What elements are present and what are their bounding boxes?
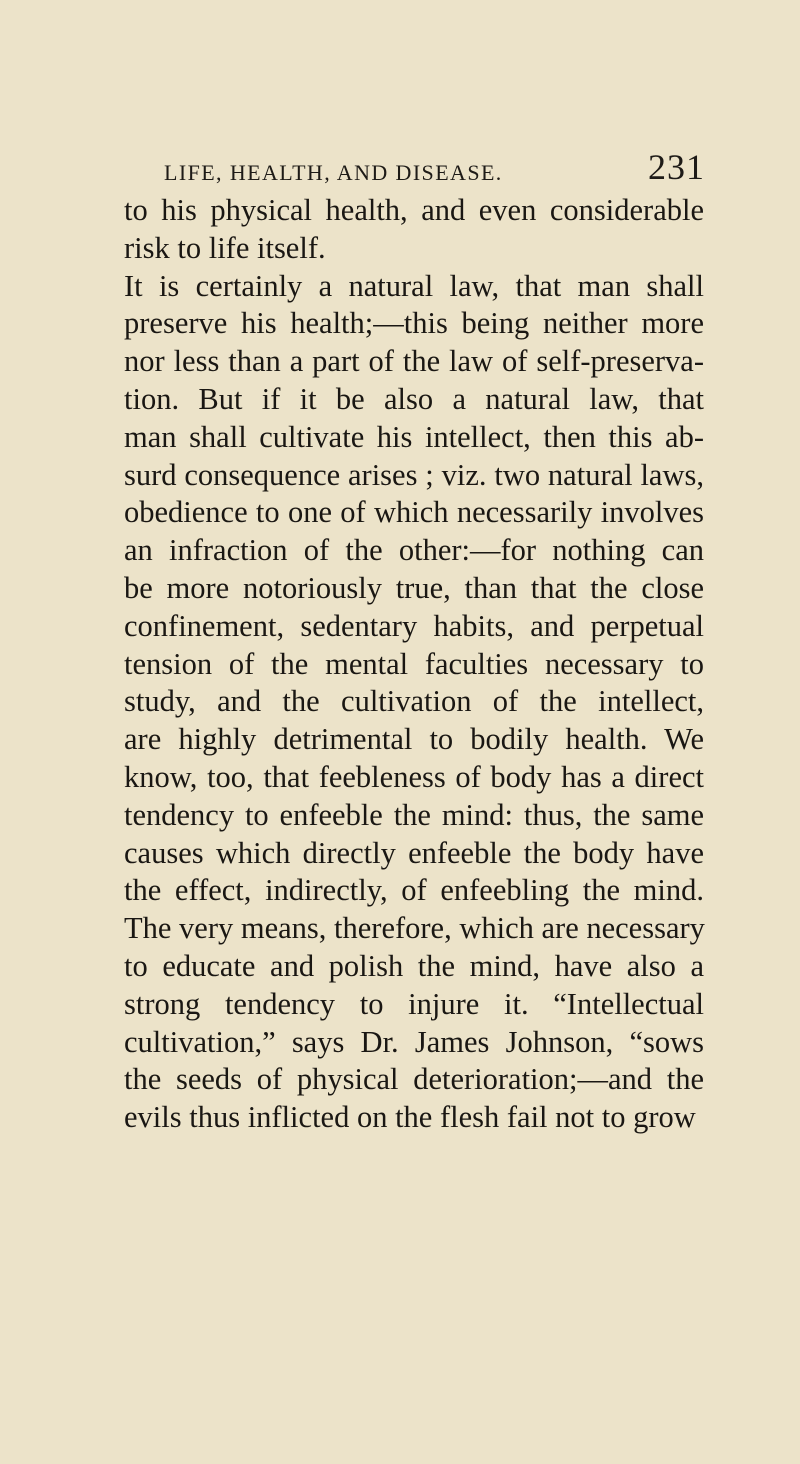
text-line: cultivation,” says Dr. James Johnson, “sows (124, 1024, 704, 1059)
text-line: nor less than a part of the law of self-preserva- (124, 344, 704, 379)
text-line: The very means, therefore, which are necessary (124, 911, 705, 946)
text-line: study, and the cultivation of the intellect, (124, 684, 704, 719)
running-head (164, 146, 704, 186)
running-title: LIFE, HEALTH, AND DISEASE. (164, 160, 503, 185)
text-line: obedience to one of which necessarily involves (124, 495, 704, 530)
text-line: risk to life itself. (124, 230, 326, 265)
page-number: 231 (648, 147, 705, 187)
text-line: tension of the mental faculties necessary to (124, 646, 704, 681)
text-line: know, too, that feebleness of body has a direct (124, 759, 704, 794)
text-line: an infraction of the other:—for nothing can (124, 533, 704, 568)
text-line: causes which directly enfeeble the body have (124, 835, 704, 870)
text-line: strong tendency to injure it. “Intellectual (124, 986, 704, 1021)
text-line: to educate and polish the mind, have also a (124, 948, 704, 983)
body-text (124, 192, 704, 1137)
text-line: confinement, sedentary habits, and perpetual (124, 608, 704, 643)
text-line: are highly detrimental to bodily health. We (124, 722, 704, 757)
text-line: surd consequence arises ; viz. two natural laws, (124, 457, 704, 492)
text-line: tendency to enfeeble the mind: thus, the same (124, 797, 704, 832)
text-line: evils thus inflicted on the flesh fail not to grow (124, 1100, 696, 1135)
text-line: the seeds of physical deterioration;—and the (124, 1062, 704, 1097)
text-line: the effect, indirectly, of enfeebling the mind. (124, 873, 704, 908)
text-line: tion. But if it be also a natural law, that (124, 381, 704, 416)
text-line: man shall cultivate his intellect, then this ab- (124, 419, 704, 454)
text-line: preserve his health;—this being neither more (124, 306, 704, 341)
text-line: to his physical health, and even considerable (124, 193, 704, 227)
text-line: be more notoriously true, than that the close (124, 570, 704, 605)
text-line: It is certainly a natural law, that man shall (124, 268, 704, 303)
